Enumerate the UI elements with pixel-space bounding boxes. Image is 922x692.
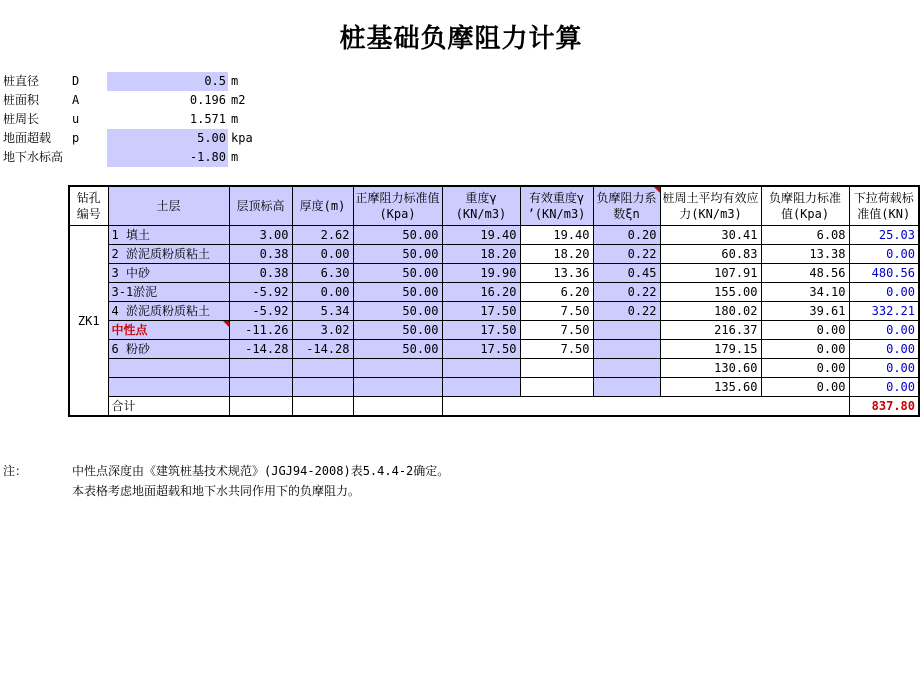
param-value[interactable]: 1.571 — [189, 112, 226, 126]
value-cell: 34.10 — [761, 283, 849, 302]
value-cell: 0.00 — [849, 321, 919, 340]
value-cell[interactable]: -11.26 — [229, 321, 292, 340]
value-cell[interactable] — [442, 359, 520, 378]
param-label: 桩周长 — [3, 112, 40, 126]
value-cell: 107.91 — [660, 264, 761, 283]
param-value[interactable]: 5.00 — [107, 129, 228, 148]
param-value[interactable]: 0.5 — [107, 72, 228, 91]
table-row — [69, 302, 919, 321]
value-cell[interactable]: 0.00 — [292, 283, 353, 302]
value-cell: 180.02 — [660, 302, 761, 321]
value-cell[interactable]: 19.40 — [442, 226, 520, 245]
value-cell: 130.60 — [660, 359, 761, 378]
value-cell[interactable]: 0.20 — [593, 226, 660, 245]
soil-layer-cell[interactable]: 4 淤泥质粉质粘土 — [108, 302, 229, 321]
value-cell[interactable]: 3.00 — [229, 226, 292, 245]
table-row — [69, 283, 919, 302]
table-row — [69, 264, 919, 283]
value-cell[interactable] — [292, 378, 353, 397]
total-label: 合计 — [108, 397, 229, 417]
value-cell: 60.83 — [660, 245, 761, 264]
column-header: 厚度(m) — [292, 186, 353, 226]
value-cell: 6.08 — [761, 226, 849, 245]
table-header-row — [69, 186, 919, 226]
page-title: 桩基础负摩阻力计算 — [339, 24, 583, 54]
empty-cell — [442, 397, 849, 417]
param-unit: m2 — [231, 93, 246, 107]
value-cell: 155.00 — [660, 283, 761, 302]
value-cell: 48.56 — [761, 264, 849, 283]
total-row — [69, 397, 919, 417]
value-cell: 480.56 — [849, 264, 919, 283]
value-cell[interactable] — [292, 359, 353, 378]
note-line-1: 中性点深度由《建筑桩基技术规范》(JGJ94-2008)表5.4.4-2确定。 — [72, 464, 450, 478]
value-cell[interactable] — [353, 378, 442, 397]
value-cell: 0.00 — [761, 378, 849, 397]
param-label: 地面超载 — [3, 131, 52, 145]
value-cell[interactable]: 2.62 — [292, 226, 353, 245]
value-cell[interactable]: 5.34 — [292, 302, 353, 321]
note-line-2: 本表格考虑地面超载和地下水共同作用下的负摩阻力。 — [72, 484, 361, 498]
value-cell: 0.00 — [849, 283, 919, 302]
value-cell: 0.00 — [761, 359, 849, 378]
param-symbol: p — [72, 131, 80, 145]
calculation-table — [68, 185, 920, 417]
value-cell: 7.50 — [520, 321, 593, 340]
value-cell: 13.36 — [520, 264, 593, 283]
column-header: 负摩阻力系数ξn — [593, 186, 660, 226]
value-cell[interactable]: 50.00 — [353, 226, 442, 245]
soil-layer-cell[interactable] — [108, 359, 229, 378]
note-label: 注： — [3, 464, 28, 478]
borehole-id: ZK1 — [69, 226, 108, 417]
value-cell: 0.00 — [761, 340, 849, 359]
empty-cell — [292, 397, 353, 417]
value-cell[interactable]: 0.22 — [593, 283, 660, 302]
value-cell[interactable] — [593, 359, 660, 378]
column-header: 下拉荷载标准值(KN) — [849, 186, 919, 226]
value-cell: 0.00 — [849, 340, 919, 359]
value-cell[interactable] — [593, 378, 660, 397]
value-cell[interactable]: 17.50 — [442, 302, 520, 321]
param-unit: m — [231, 112, 239, 126]
value-cell: 332.21 — [849, 302, 919, 321]
value-cell[interactable]: 0.38 — [229, 245, 292, 264]
table-row — [69, 226, 919, 245]
param-label: 地下水标高 — [3, 150, 64, 164]
value-cell[interactable]: 50.00 — [353, 245, 442, 264]
table-row — [69, 245, 919, 264]
value-cell: 0.00 — [849, 359, 919, 378]
param-value[interactable]: -1.80 — [107, 148, 228, 167]
column-header: 有效重度γ ’(KN/m3) — [520, 186, 593, 226]
value-cell: 7.50 — [520, 302, 593, 321]
value-cell: 7.50 — [520, 340, 593, 359]
soil-layer-cell[interactable] — [108, 378, 229, 397]
value-cell: 0.00 — [849, 245, 919, 264]
value-cell[interactable]: -14.28 — [229, 340, 292, 359]
soil-layer-cell[interactable]: 6 粉砂 — [108, 340, 229, 359]
column-header: 桩周土平均有效应力(KN/m3) — [660, 186, 761, 226]
value-cell — [520, 359, 593, 378]
param-unit: kpa — [231, 131, 253, 145]
value-cell[interactable]: 0.38 — [229, 264, 292, 283]
column-header: 层顶标高 — [229, 186, 292, 226]
table-row — [69, 359, 919, 378]
value-cell: 0.00 — [849, 378, 919, 397]
param-value[interactable]: 0.196 — [189, 93, 226, 107]
value-cell[interactable]: 17.50 — [442, 340, 520, 359]
table-row — [69, 321, 919, 340]
value-cell: 6.20 — [520, 283, 593, 302]
value-cell: 30.41 — [660, 226, 761, 245]
value-cell[interactable]: 50.00 — [353, 340, 442, 359]
value-cell[interactable]: 3.02 — [292, 321, 353, 340]
value-cell: 216.37 — [660, 321, 761, 340]
param-label: 桩面积 — [3, 93, 40, 107]
value-cell: 25.03 — [849, 226, 919, 245]
soil-layer-cell[interactable]: 3 中砂 — [108, 264, 229, 283]
param-symbol: A — [72, 93, 80, 107]
param-unit: m — [231, 74, 239, 88]
column-header: 重度γ (KN/m3) — [442, 186, 520, 226]
value-cell[interactable]: 6.30 — [292, 264, 353, 283]
value-cell[interactable]: 0.22 — [593, 302, 660, 321]
value-cell[interactable] — [593, 340, 660, 359]
value-cell[interactable]: 0.00 — [292, 245, 353, 264]
value-cell: 13.38 — [761, 245, 849, 264]
value-cell[interactable]: 17.50 — [442, 321, 520, 340]
value-cell[interactable]: 50.00 — [353, 283, 442, 302]
column-header: 正摩阻力标准值(Kpa) — [353, 186, 442, 226]
param-unit: m — [231, 150, 239, 164]
table-row — [69, 340, 919, 359]
soil-layer-cell[interactable]: 中性点 — [108, 321, 229, 340]
value-cell[interactable]: 0.45 — [593, 264, 660, 283]
table-row — [69, 378, 919, 397]
value-cell[interactable]: 16.20 — [442, 283, 520, 302]
value-cell[interactable] — [353, 359, 442, 378]
value-cell[interactable] — [229, 378, 292, 397]
value-cell[interactable]: 50.00 — [353, 264, 442, 283]
value-cell[interactable]: 50.00 — [353, 321, 442, 340]
value-cell[interactable]: 19.90 — [442, 264, 520, 283]
value-cell[interactable] — [593, 321, 660, 340]
value-cell: 135.60 — [660, 378, 761, 397]
value-cell[interactable]: -5.92 — [229, 283, 292, 302]
empty-cell — [229, 397, 292, 417]
value-cell: 18.20 — [520, 245, 593, 264]
value-cell[interactable] — [442, 378, 520, 397]
column-header: 钻孔编号 — [69, 186, 108, 226]
value-cell[interactable]: 18.20 — [442, 245, 520, 264]
column-header: 负摩阻力标准值(Kpa) — [761, 186, 849, 226]
value-cell — [520, 378, 593, 397]
value-cell[interactable]: -14.28 — [292, 340, 353, 359]
value-cell: 179.15 — [660, 340, 761, 359]
param-label: 桩直径 — [3, 74, 40, 88]
value-cell: 0.00 — [761, 321, 849, 340]
param-symbol: u — [72, 112, 80, 126]
value-cell[interactable]: -5.92 — [229, 302, 292, 321]
param-symbol: D — [72, 74, 80, 88]
empty-cell — [353, 397, 442, 417]
value-cell[interactable]: 0.22 — [593, 245, 660, 264]
soil-layer-cell[interactable]: 3-1淤泥 — [108, 283, 229, 302]
soil-layer-cell[interactable]: 1 填土 — [108, 226, 229, 245]
value-cell: 39.61 — [761, 302, 849, 321]
value-cell[interactable]: 50.00 — [353, 302, 442, 321]
total-value: 837.80 — [849, 397, 919, 417]
column-header: 土层 — [108, 186, 229, 226]
value-cell[interactable] — [229, 359, 292, 378]
value-cell: 19.40 — [520, 226, 593, 245]
soil-layer-cell[interactable]: 2 淤泥质粉质粘土 — [108, 245, 229, 264]
